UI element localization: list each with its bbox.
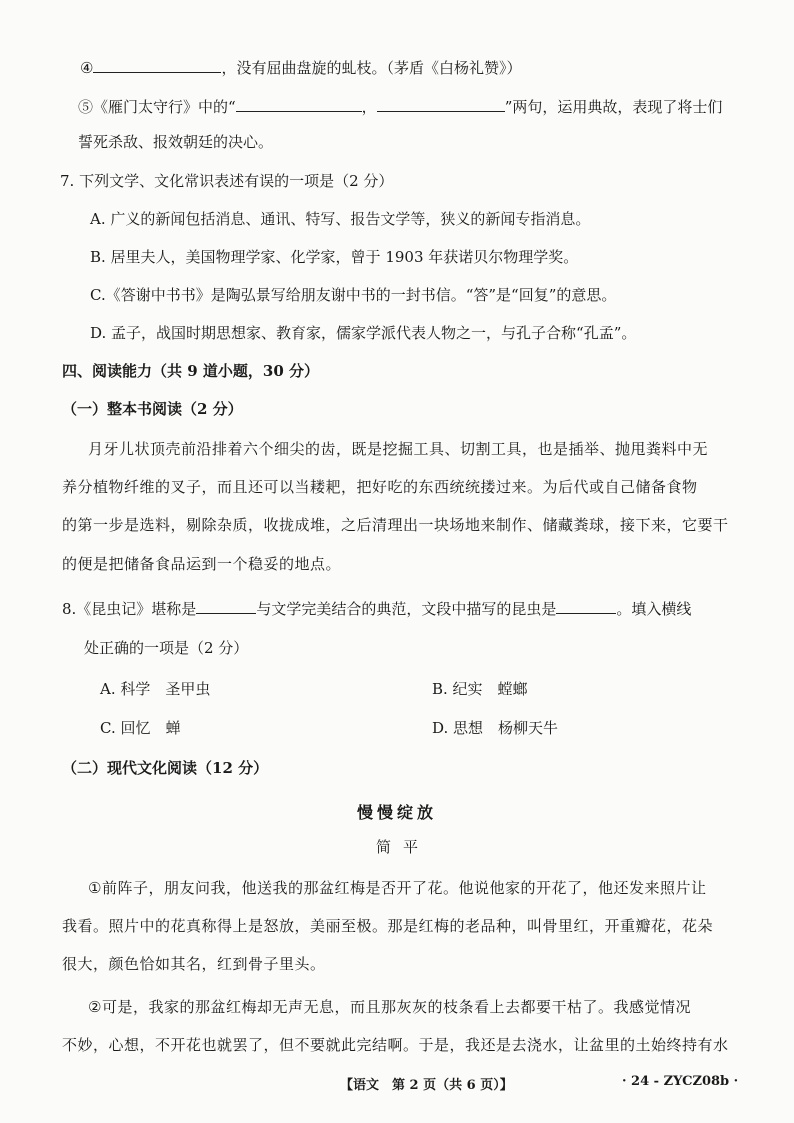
item5-suffix: ”两句，运用典故，表现了将士们 <box>504 98 723 116</box>
item5-comma: ， <box>361 98 377 116</box>
section-4-heading: 四、阅读能力（共 9 道小题，30 分） <box>62 362 319 380</box>
q7-option-c[interactable]: C.《答谢中书书》是陶弘景写给朋友谢中书的一封书信。“答”是“回复”的意思。 <box>90 286 617 304</box>
passage-line-2: 养分植物纤维的叉子，而且还可以当耧耙，把好吃的东西统统搂过来。为后代或自己储备食物 <box>62 478 698 496</box>
article-p1-line-2: 我看。照片中的花真称得上是怒放，美丽至极。那是红梅的老品种，叫骨里红，开重瓣花，花朵 <box>62 917 714 935</box>
article-p1-line-1: ①前阵子，朋友问我，他送我的那盆红梅是否开了花。他说他家的开花了，他还发来照片让 <box>88 879 707 897</box>
q6-item5 <box>78 96 722 118</box>
passage-line-1: 月牙儿状顶壳前沿排着六个细尖的齿，既是挖掘工具、切割工具，也是插举、抛甩粪料中无 <box>88 440 709 458</box>
q8-blank-2[interactable] <box>556 598 616 614</box>
article-p1-line-3: 很大，颜色恰如其名，红到骨子里头。 <box>62 955 326 973</box>
article-p2-line-1: ②可是，我家的那盆红梅却无声无息，而且那灰灰的枝条看上去都要干枯了。我感觉情况 <box>88 998 691 1016</box>
q7-option-d[interactable]: D. 孟子，战国时期思想家、教育家，儒家学派代表人物之一，与孔子合称“孔孟”。 <box>90 324 637 342</box>
q6-item5-continued: 誓死杀敌、报效朝廷的决心。 <box>78 133 274 151</box>
article-author: 简平 <box>375 838 430 856</box>
part2-heading: （二）现代文化阅读（12 分） <box>62 759 269 777</box>
q7-option-b[interactable]: B. 居里夫人，美国物理学家、化学家，曾于 1903 年获诺贝尔物理学奖。 <box>90 248 579 266</box>
article-title: 慢慢绽放 <box>356 803 437 822</box>
item5-prefix: ⑤《雁门太守行》中的“ <box>78 98 236 116</box>
q8-option-d[interactable]: D. 思想 杨柳天牛 <box>432 719 559 737</box>
article-p2-line-2: 不妙，心想，不开花也就罢了，但不要就此完结啊。于是，我还是去浇水，让盆里的土始终持有水 <box>62 1036 729 1054</box>
item4-number: ④ <box>80 59 94 77</box>
q6-item4 <box>80 57 521 79</box>
q8-blank-1[interactable] <box>196 598 256 614</box>
passage-line-4: 的便是把储备食品运到一个稳妥的地点。 <box>62 555 342 573</box>
q8-stem-d: 处正确的一项是（2 分） <box>84 639 249 657</box>
item5-blank-1[interactable] <box>236 96 362 112</box>
item4-blank[interactable] <box>93 57 221 73</box>
item5-blank-2[interactable] <box>377 96 505 112</box>
item4-text: ，没有屈曲盘旋的虬枝。（茅盾《白杨礼赞》） <box>221 59 522 77</box>
q8-option-b[interactable]: B. 纪实 螳螂 <box>432 680 528 698</box>
q7-option-a[interactable]: A. 广义的新闻包括消息、通讯、特写、报告文学等，狭义的新闻专指消息。 <box>90 210 591 228</box>
q8-option-a[interactable]: A. 科学 圣甲虫 <box>100 680 211 698</box>
q8-stem-a: 8.《昆虫记》堪称是 <box>62 600 197 618</box>
q8-stem <box>62 598 691 620</box>
passage-line-3: 的第一步是选料，剔除杂质，收拢成堆，之后清理出一块场地来制作、储藏粪球，接下来，它要干 <box>62 516 729 534</box>
q8-option-c[interactable]: C. 回忆 蝉 <box>100 719 181 737</box>
page-number-label: 【语文 第 2 页（共 6 页）】 <box>340 1078 513 1093</box>
q8-stem-c: 。填入横线 <box>616 600 692 618</box>
exam-code: · 24 - ZYCZ08b · <box>622 1074 739 1089</box>
part1-heading: （一）整本书阅读（2 分） <box>62 400 243 418</box>
q8-stem-b: 与文学完美结合的典范，文段中描写的昆虫是 <box>256 600 557 618</box>
q7-stem: 7. 下列文学、文化常识表述有误的一项是（2 分） <box>60 172 394 190</box>
